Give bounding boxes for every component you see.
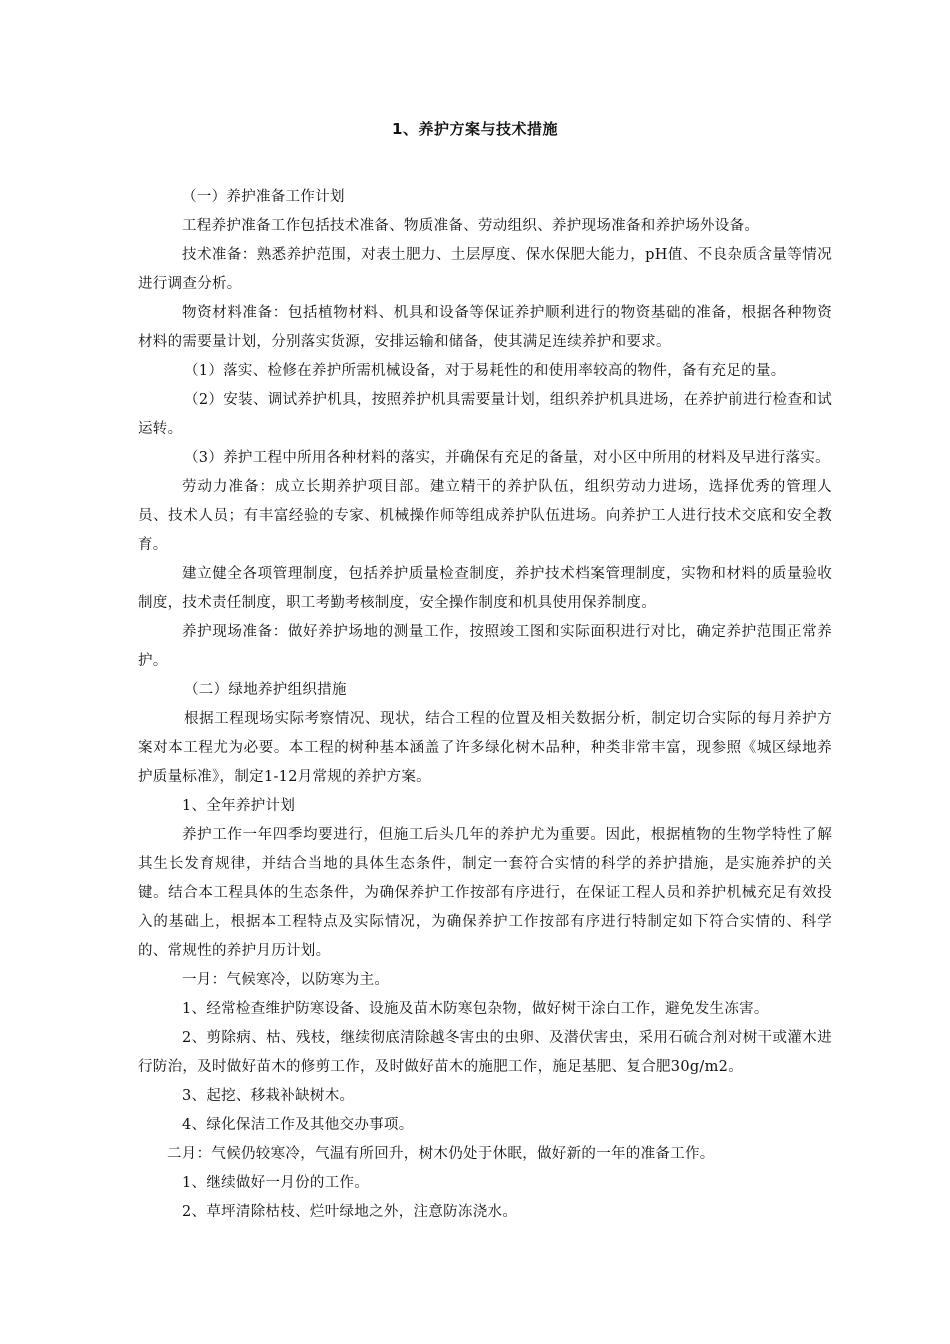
subsection-heading: 1、全年养护计划: [182, 798, 296, 814]
paragraph: 物资材料准备：包括植物材料、机具和设备等保证养护顺利进行的物资基础的准备，根据各种物资材料的需要量计划，分别落实货源，安排运输和储备，使其满足连续养护和要求。: [138, 305, 832, 350]
section-heading: （一）养护准备工作计划: [182, 189, 345, 205]
list-item: （1）落实、检修在养护所需机械设备，对于易耗性的和使用率较高的物件，备有充足的量。: [184, 363, 786, 379]
paragraph: 技术准备：熟悉养护范围，对表土肥力、土层厚度、保水保肥大能力，pH值、不良杂质含量等情况进行调查分析。: [138, 247, 832, 292]
list-item: 4、绿化保洁工作及其他交办事项。: [182, 1117, 414, 1133]
list-item: 2、剪除病、枯、残枝，继续彻底清除越冬害虫的虫卵、及潜伏害虫，采用石硫合剂对树干或灌木进行防治，及时做好苗木的修剪工作，及时做好苗木的施肥工作，施足基肥、复合肥30g/m2。: [138, 1030, 832, 1075]
page-title: 1、养护方案与技术措施: [392, 120, 558, 138]
list-item: （2）安装、调试养护机具，按照养护机具需要量计划，组织养护机具进场，在养护前进行检查和试运转。: [138, 392, 832, 437]
list-item: 1、继续做好一月份的工作。: [182, 1175, 370, 1191]
month-heading: 一月：气候寒冷，以防寒为主。: [182, 972, 390, 988]
paragraph: 工程养护准备工作包括技术准备、物质准备、劳动组织、养护现场准备和养护场外设备。: [182, 218, 760, 234]
list-item: 2、草坪清除枯枝、烂叶绿地之外，注意防冻浇水。: [182, 1204, 518, 1220]
paragraph: 养护工作一年四季均要进行，但施工后头几年的养护尤为重要。因此，根据植物的生物学特性了解其生长发育规律，并结合当地的具体生态条件，制定一套符合实情的科学的养护措施，是实施养护的关键。结合本工程具体的生态条件，为确保养护工作按部有序进行，在保证工程人员和养护机械充足有效投入的基础上，根据本工程特点及实际情况，为确保养护工作按部有序进行特制定如下符合实情的、科学的、常规性的养护月历计划。: [138, 827, 832, 959]
list-item: 3、起挖、移栽补缺树木。: [182, 1088, 355, 1104]
section-heading: （二）绿地养护组织措施: [184, 682, 347, 698]
paragraph: 养护现场准备：做好养护场地的测量工作，按照竣工图和实际面积进行对比，确定养护范围正常养护。: [138, 624, 832, 669]
list-item: 1、经常检查维护防寒设备、设施及苗木防寒包杂物，做好树干涂白工作，避免发生冻害。: [182, 1001, 769, 1017]
document-body: [138, 183, 832, 1227]
paragraph: 劳动力准备：成立长期养护项目部。建立精干的养护队伍，组织劳动力进场，选择优秀的管理人员、技术人员；有丰富经验的专家、机械操作师等组成养护队伍进场。向养护工人进行技术交底和安全教育。: [138, 479, 832, 553]
paragraph: 建立健全各项管理制度，包括养护质量检查制度，养护技术档案管理制度，实物和材料的质量验收制度，技术责任制度，职工考勤考核制度，安全操作制度和机具使用保养制度。: [138, 566, 832, 611]
month-heading: 二月：气候仍较寒冷，气温有所回升，树木仍处于休眠，做好新的一年的准备工作。: [167, 1146, 715, 1162]
list-item: （3）养护工程中所用各种材料的落实，并确保有充足的备量，对小区中所用的材料及早进行落实。: [184, 450, 830, 466]
paragraph: 根据工程现场实际考察情况、现状，结合工程的位置及相关数据分析，制定切合实际的每月养护方案对本工程尤为必要。本工程的树种基本涵盖了许多绿化树木品种，种类非常丰富，现参照《城区绿地养护质量标准》，制定1-12月常规的养护方案。: [138, 711, 832, 785]
